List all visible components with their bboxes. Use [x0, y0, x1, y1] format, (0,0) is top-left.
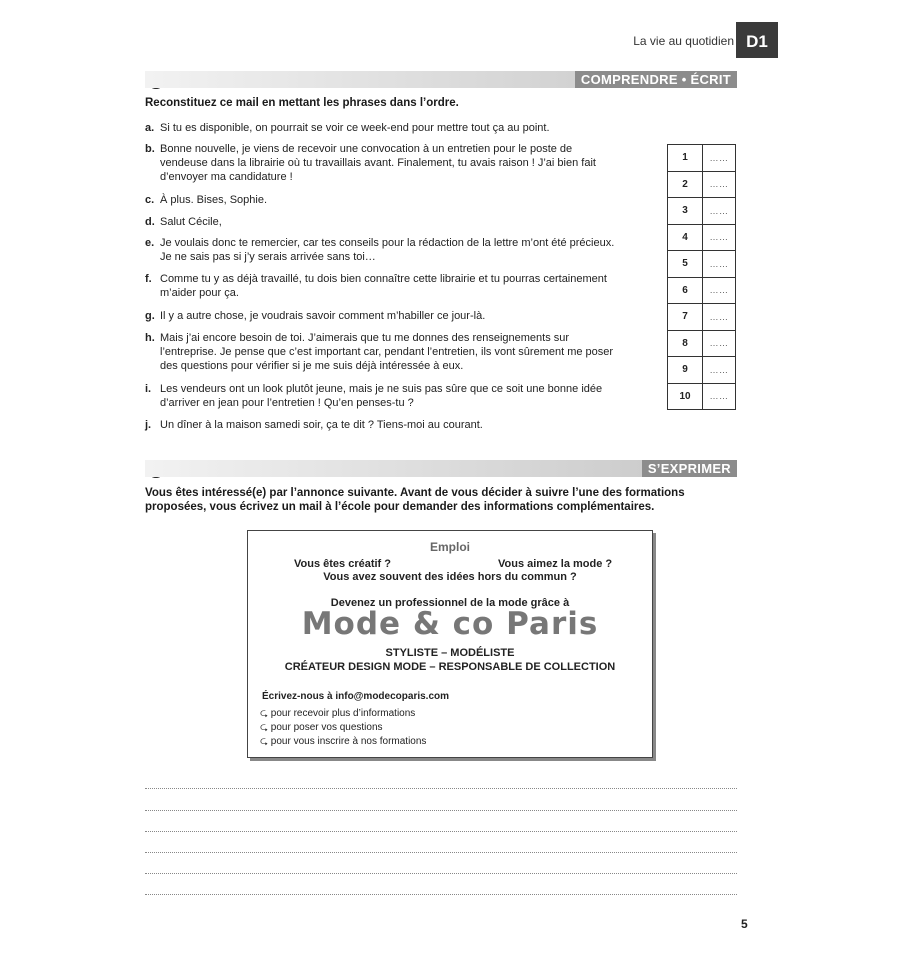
page-number: 5: [741, 917, 748, 931]
list-item: ⮎ pour recevoir plus d’informations: [260, 708, 416, 719]
answer-blank[interactable]: ……: [703, 357, 736, 384]
answer-blank[interactable]: ……: [703, 304, 736, 331]
answer-blank[interactable]: ……: [703, 171, 736, 198]
section-label: COMPRENDRE • ÉCRIT: [575, 71, 737, 88]
exercise-instruction: Reconstituez ce mail en mettant les phrases dans l’ordre.: [145, 97, 459, 109]
running-header: La vie au quotidien: [633, 34, 734, 48]
list-item: g. Il y a autre chose, je voudrais savoir comment m’habiller ce jour-là.: [145, 310, 486, 322]
list-item: ⮎ pour poser vos questions: [260, 722, 383, 733]
ad-question: Vous aimez la mode ?: [498, 558, 613, 570]
writing-line[interactable]: [145, 810, 737, 811]
list-item: f. Comme tu y as déjà travaillé, tu dois bien connaître cette librairie et tu pourras certainement m’aider pour ça.: [145, 273, 607, 299]
table-row: 3 ……: [668, 198, 736, 225]
table-row: 4 ……: [668, 224, 736, 251]
list-item: a. Si tu es disponible, on pourrait se voir ce week-end pour mettre tout ça au point.: [145, 122, 550, 134]
table-row: 6 ……: [668, 277, 736, 304]
list-item: h. Mais j’ai encore besoin de toi. J’aimerais que tu me donnes des renseignements sur l’entreprise. Je pense que c’est important car, pendant l’entretien, ils vont sûrement me poser des questions pour vérifier si je me suis déjà intéressée à eux.: [145, 332, 614, 372]
ad-pitch: Devenez un professionnel de la mode grâce à: [330, 597, 570, 609]
list-item: d. Salut Cécile,: [145, 216, 222, 228]
ad-question: Vous avez souvent des idées hors du commun ?: [323, 571, 577, 583]
writing-line[interactable]: [145, 788, 737, 789]
ad-role: CRÉATEUR DESIGN MODE – RESPONSABLE DE COLLECTION: [284, 661, 616, 673]
job-advertisement: [247, 530, 653, 758]
table-row: 1 ……: [668, 145, 736, 172]
table-row: 9 ……: [668, 357, 736, 384]
ad-question: Vous êtes créatif ?: [294, 558, 391, 570]
list-item: i. Les vendeurs ont un look plutôt jeune, mais je ne suis pas sûre que ce soit une bonne idée d’arriver en jean pour l’entretien ! Qu’en penses-tu ?: [145, 383, 603, 409]
list-item: j. Un dîner à la maison samedi soir, ça te dit ? Tiens-moi au courant.: [145, 419, 483, 431]
list-item: b. Bonne nouvelle, je viens de recevoir une convocation à un entretien pour le poste de vendeuse dans la librairie où tu travaillais avant. Finalement, tu avais raison ! J’ai bien fait d’envoyer ma candidature !: [145, 143, 596, 183]
ad-role: STYLISTE – MODÉLISTE: [385, 647, 515, 659]
writing-line[interactable]: [145, 852, 737, 853]
exercise-instruction: Vous êtes intéressé(e) par l’annonce suivante. Avant de vous décider à suivre l’une des formations: [145, 487, 685, 499]
answer-blank[interactable]: ……: [703, 224, 736, 251]
writing-line[interactable]: [145, 831, 737, 832]
answer-blank[interactable]: ……: [703, 251, 736, 278]
table-row: 5 ……: [668, 251, 736, 278]
brand-logo: Mode & co Paris: [301, 606, 599, 642]
list-item: e. Je voulais donc te remercier, car tes conseils pour la rédaction de la lettre m’ont été précieux. Je ne sais pas si j’y serais arrivée sans toi…: [145, 237, 615, 263]
writing-line[interactable]: [145, 873, 737, 874]
ad-contact: Écrivez-nous à info@modecoparis.com: [262, 691, 450, 702]
table-row: 10 ……: [668, 383, 736, 410]
writing-line[interactable]: [145, 894, 737, 895]
answer-blank[interactable]: ……: [703, 330, 736, 357]
table-row: 8 ……: [668, 330, 736, 357]
exercise-instruction: proposées, vous écrivez un mail à l’école pour demander des informations complémentaires.: [145, 501, 655, 513]
answer-grid: [667, 144, 736, 410]
table-row: 2 ……: [668, 171, 736, 198]
unit-tab: D1: [736, 22, 778, 58]
arrow-curve-icon: ⮎: [260, 736, 269, 747]
list-item: ⮎ pour vous inscrire à nos formations: [260, 736, 427, 747]
section-bar: [145, 71, 737, 88]
section-label: S’EXPRIMER: [642, 460, 737, 477]
table-row: 7 ……: [668, 304, 736, 331]
ad-heading: Emploi: [429, 540, 470, 554]
arrow-curve-icon: ⮎: [260, 722, 269, 733]
answer-blank[interactable]: ……: [703, 277, 736, 304]
answer-blank[interactable]: ……: [703, 383, 736, 410]
answer-blank[interactable]: ……: [703, 145, 736, 172]
arrow-curve-icon: ⮎: [260, 708, 269, 719]
section-bar: [145, 460, 737, 477]
list-item: c. À plus. Bises, Sophie.: [145, 194, 268, 206]
answer-blank[interactable]: ……: [703, 198, 736, 225]
